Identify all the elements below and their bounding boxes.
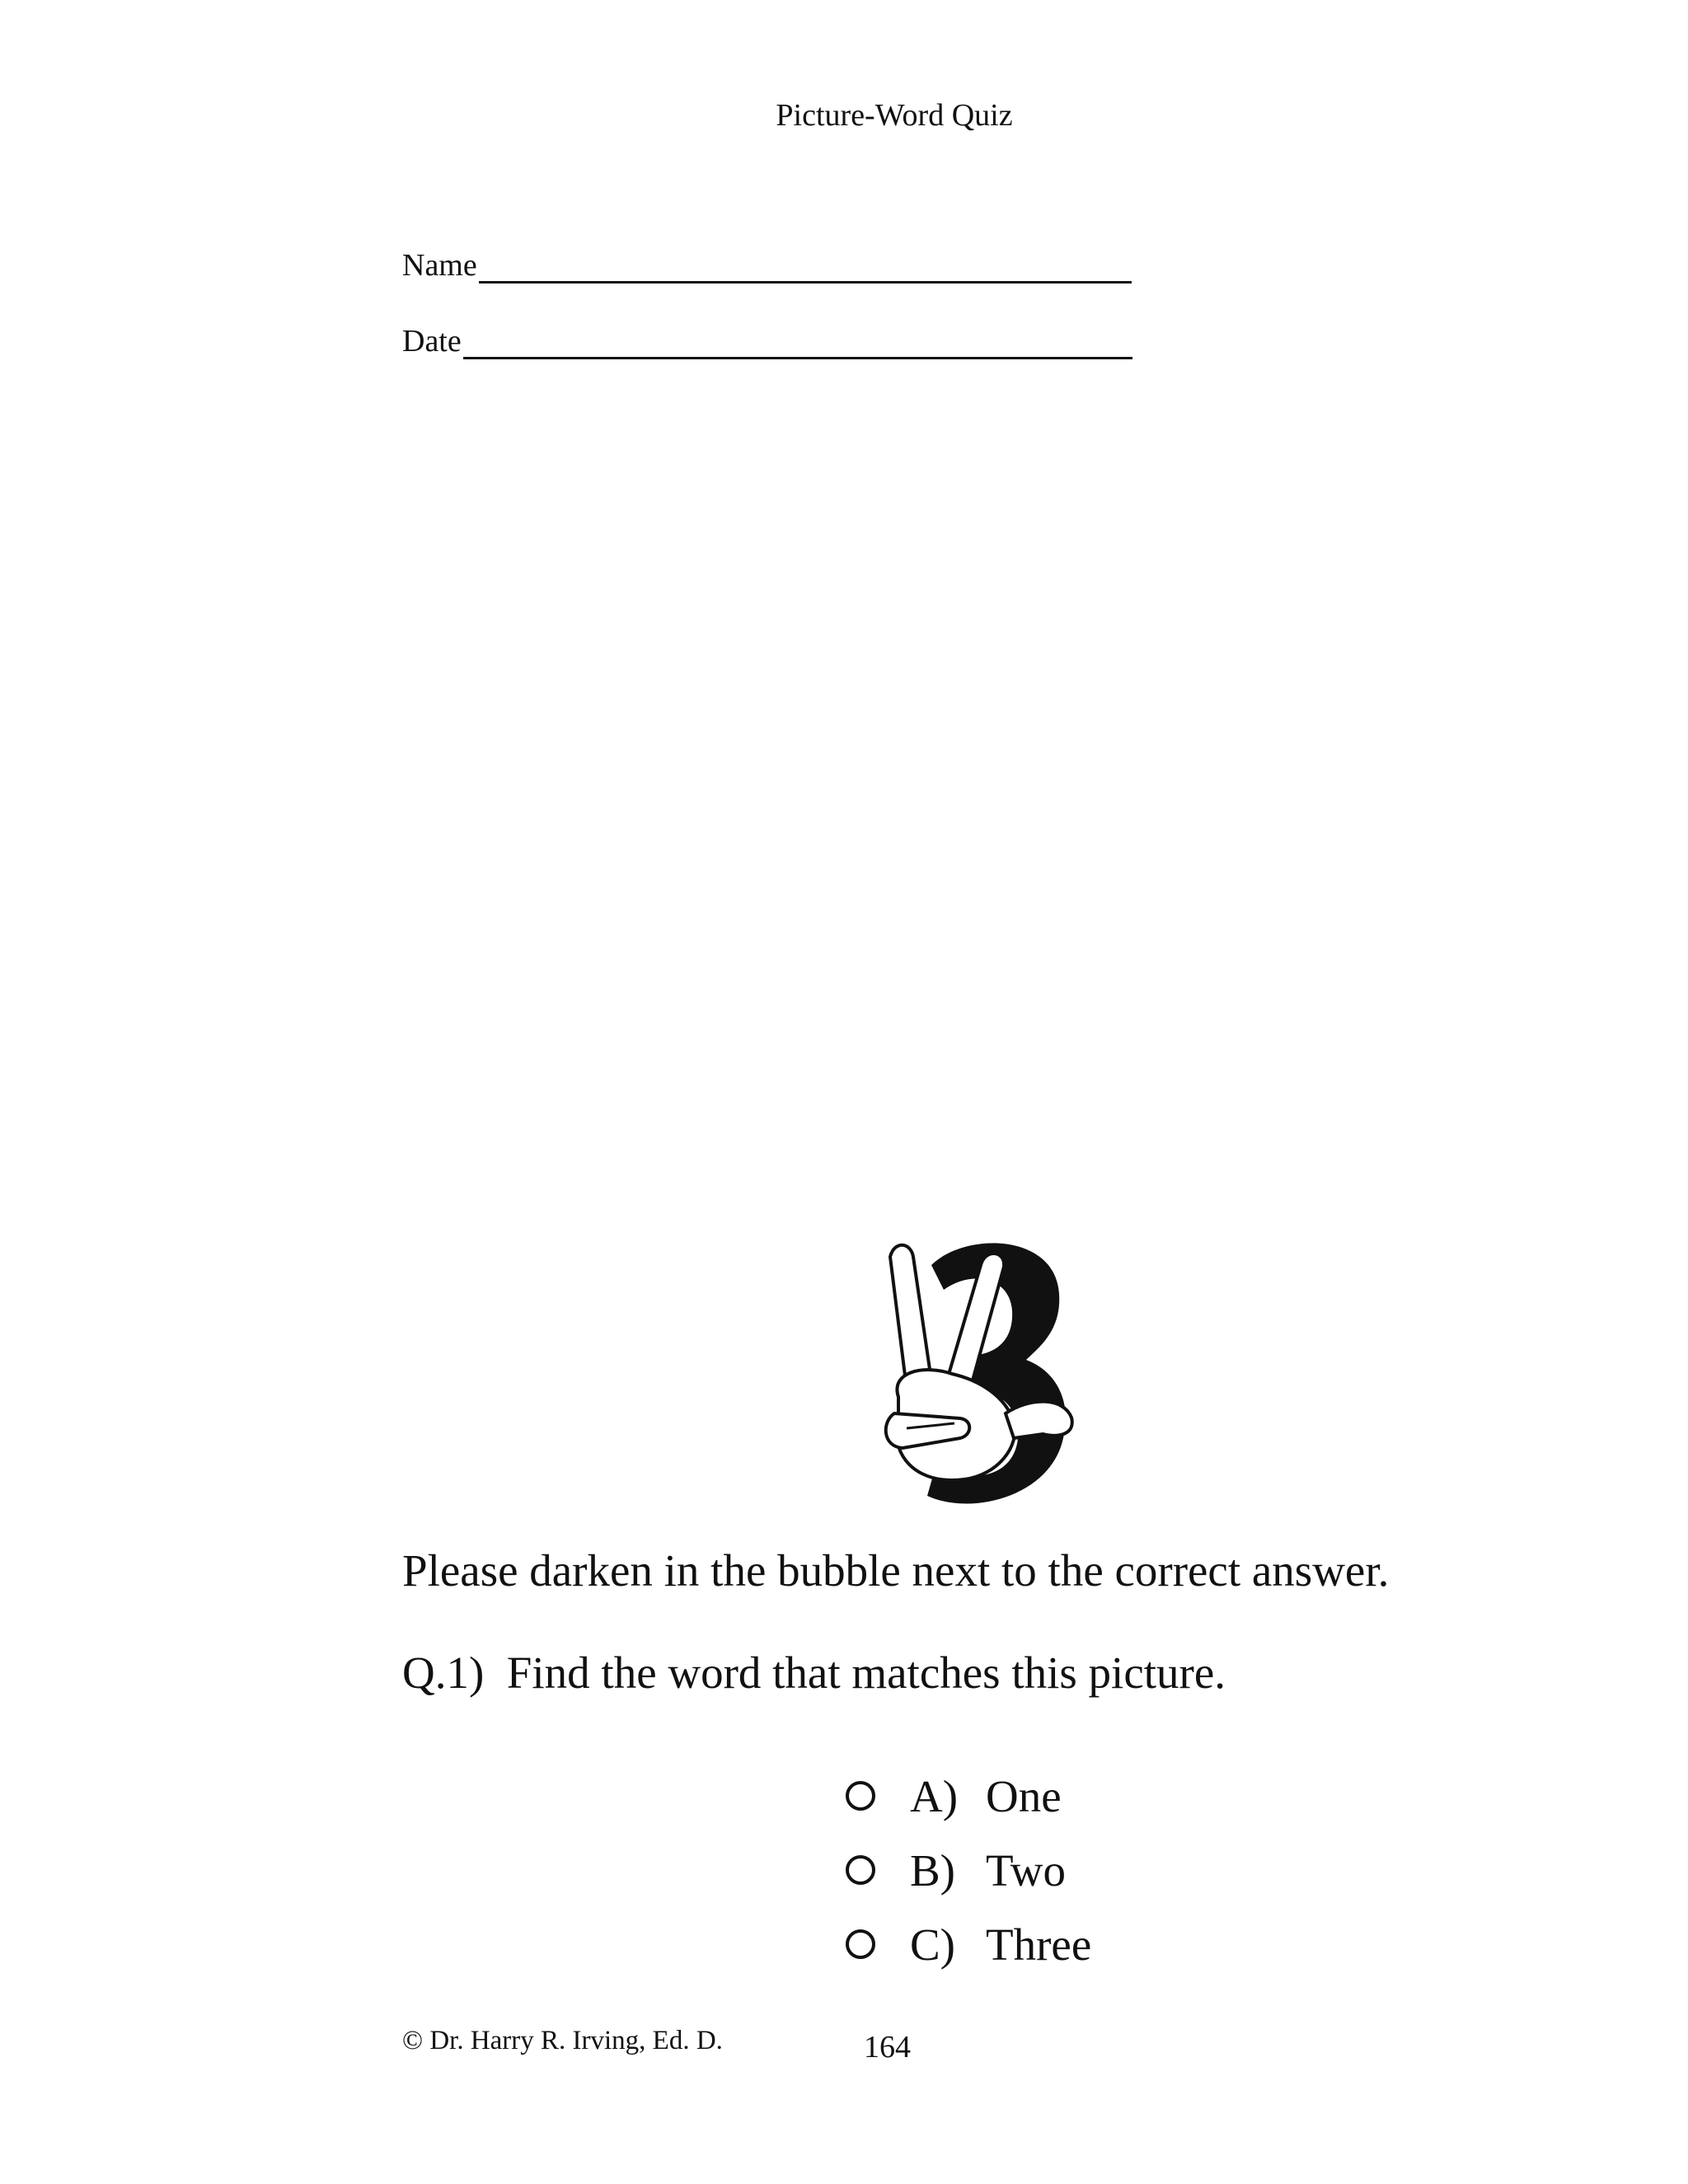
sign-language-three-hand-icon [874,1232,1096,1512]
date-label: Date [402,324,462,359]
name-field[interactable] [402,247,1132,284]
date-field[interactable] [402,323,1132,359]
option-letter: B) [910,1844,955,1896]
option-a[interactable] [846,1759,1091,1833]
answer-bubble-b[interactable] [846,1855,875,1885]
option-text: Three [986,1919,1092,1970]
option-letter: C) [910,1919,955,1970]
option-letter: A) [910,1770,959,1821]
name-blank-line[interactable] [479,250,1132,284]
question-number: Q.1) [402,1647,485,1698]
answer-bubble-c[interactable] [846,1929,875,1959]
date-blank-line[interactable] [463,326,1132,359]
instruction-text: Please darken in the bubble next to the correct answer. [402,1545,1390,1596]
answer-options [846,1759,1091,1981]
option-text: One [986,1770,1062,1821]
question-text: Find the word that matches this picture. [506,1647,1226,1698]
option-c[interactable] [846,1907,1091,1981]
question-1 [402,1647,1226,1699]
thumb [1006,1402,1072,1438]
name-label: Name [402,248,477,283]
answer-bubble-a[interactable] [846,1781,875,1811]
copyright-notice: © Dr. Harry R. Irving, Ed. D. [402,2026,723,2055]
index-finger [890,1245,931,1389]
option-text: Two [986,1844,1066,1896]
page-number: 164 [864,2030,911,2064]
option-b[interactable] [846,1833,1091,1907]
page-title: Picture-Word Quiz [776,98,1013,133]
